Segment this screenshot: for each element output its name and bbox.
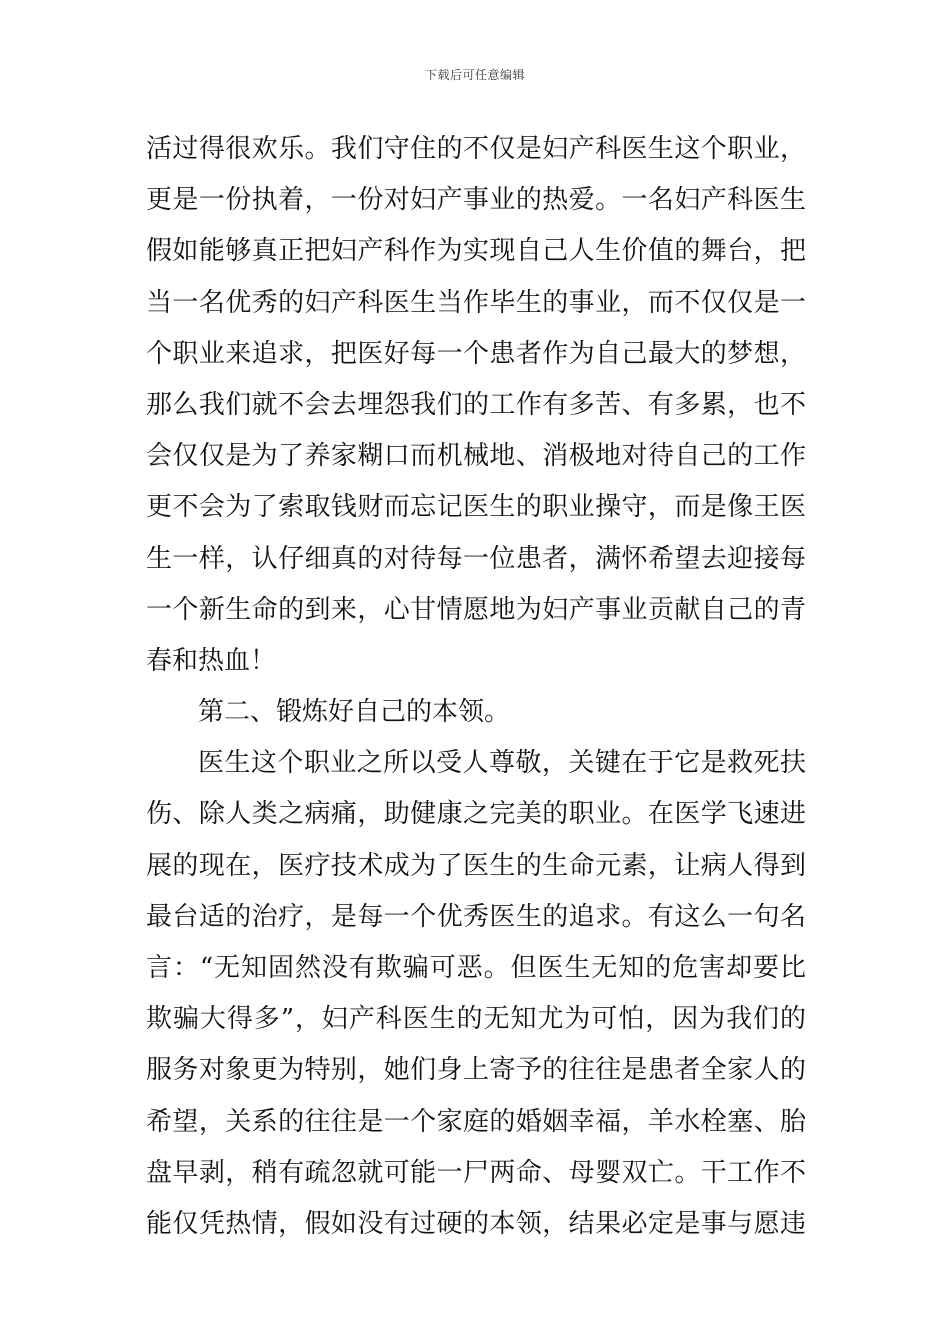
page-header: 下载后可任意编辑 <box>424 68 525 82</box>
text-line: 言：“无知固然没有欺骗可恶。但医生无知的危害却要比 <box>146 953 806 983</box>
text-line: 希望，关系的往往是一个家庭的婚姻幸福，羊水栓塞、胎 <box>146 1106 806 1137</box>
text-line: 最台适的治疗，是每一个优秀医生的追求。有这么一句名 <box>146 901 806 932</box>
text-line: 服务对象更为特别，她们身上寄予的往往是患者全家人的 <box>146 1055 806 1086</box>
text-line: 个职业来追求，把医好每一个患者作为自己最大的梦想， <box>146 338 806 369</box>
text-line: 第二、锻炼好自己的本领。 <box>198 697 511 728</box>
text-line: 更是一份执着，一份对妇产事业的热爱。一名妇产科医生 <box>146 185 806 216</box>
text-line: 盘早剥，稍有疏忽就可能一尸两命、母婴双亡。干工作不 <box>146 1157 806 1188</box>
text-line: 更不会为了索取钱财而忘记医生的职业操守，而是像王医 <box>146 492 806 523</box>
text-line: 医生这个职业之所以受人尊敬，关键在于它是救死扶 <box>198 748 806 779</box>
text-line: 会仅仅是为了养家糊口而机械地、消极地对待自己的工作 <box>146 441 806 472</box>
text-line: 那么我们就不会去埋怨我们的工作有多苦、有多累，也不 <box>146 389 806 420</box>
text-line: 伤、除人类之病痛，助健康之完美的职业。在医学飞速进 <box>146 799 806 830</box>
text-line: 活过得很欢乐。我们守住的不仅是妇产科医生这个职业， <box>146 134 806 164</box>
text-line: 生一样，认仔细真的对待每一位患者，满怀希望去迎接每 <box>146 543 806 574</box>
text-line: 欺骗大得多”，妇产科医生的无知尤为可怕，因为我们的 <box>146 1004 806 1035</box>
text-line: 能仅凭热情，假如没有过硬的本领，结果必定是事与愿违 <box>146 1208 806 1239</box>
text-line: 假如能够真正把妇产科作为实现自己人生价值的舞台，把 <box>146 236 806 267</box>
text-line: 展的现在，医疗技术成为了医生的生命元素，让病人得到 <box>146 850 806 881</box>
text-line: 春和热血！ <box>146 645 277 676</box>
text-line: 一个新生命的到来，心甘情愿地为妇产事业贡献自己的青 <box>146 594 806 625</box>
document-body <box>146 124 806 1250</box>
text-line: 当一名优秀的妇产科医生当作毕生的事业，而不仅仅是一 <box>146 287 806 318</box>
